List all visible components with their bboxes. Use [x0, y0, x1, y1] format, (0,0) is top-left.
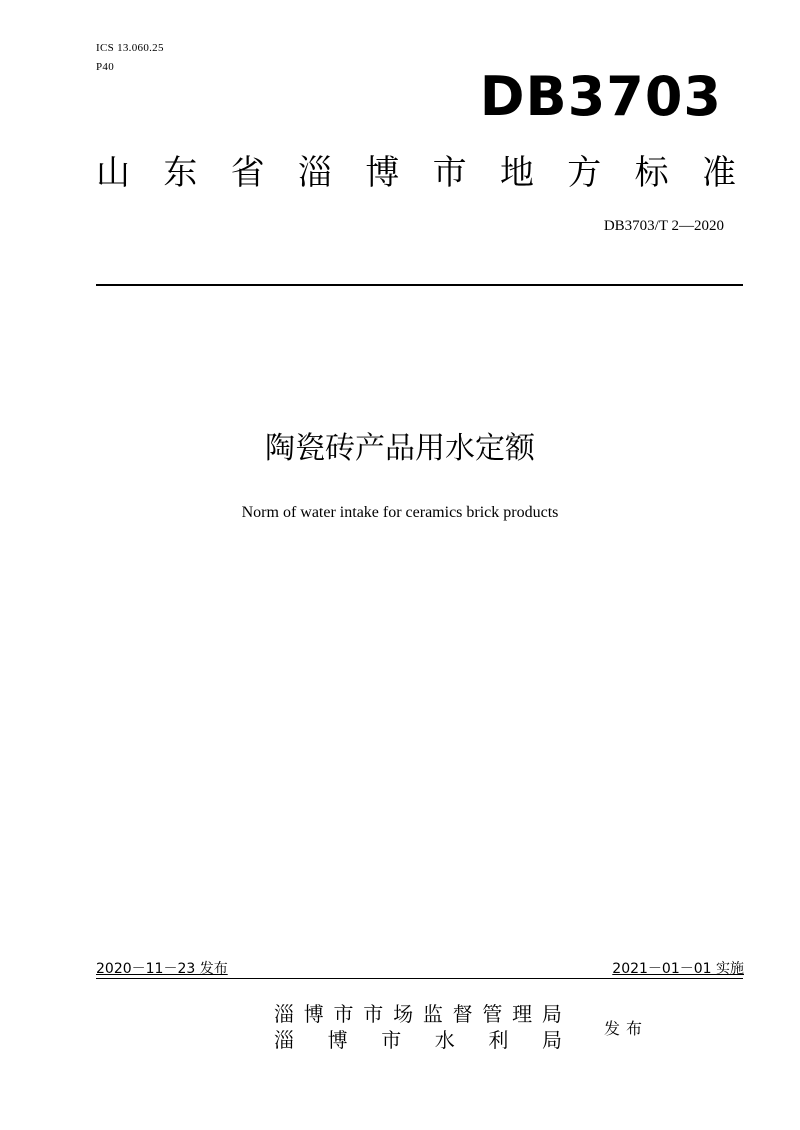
issuer-char: 监	[422, 1002, 443, 1026]
issuer-char: 局	[541, 1002, 562, 1026]
issuer-char: 淄	[274, 1002, 294, 1026]
standard-type-char: 标	[634, 153, 669, 193]
standard-type-char: 山	[96, 153, 130, 193]
standard-type-char: 方	[567, 153, 602, 193]
footer-divider	[96, 978, 743, 979]
issue-date: 2020－11－23 发布	[96, 961, 228, 977]
issuer-char: 市	[363, 1002, 384, 1026]
document-title-english: Norm of water intake for ceramics brick products	[241, 504, 559, 521]
standard-code: DB3703	[479, 65, 722, 128]
issuer-char: 督	[452, 1002, 473, 1026]
issuer-char: 博	[327, 1028, 348, 1052]
issuer-char: 理	[512, 1002, 533, 1026]
issuer-char: 场	[393, 1002, 414, 1026]
issuer-char: 管	[482, 1002, 503, 1026]
standard-type	[96, 153, 736, 193]
issuer-char: 博	[303, 1002, 324, 1026]
standard-type-char: 淄	[297, 153, 332, 193]
publish-label: 发布	[604, 1019, 649, 1038]
ics-code: ICS 13.060.25	[96, 42, 164, 54]
p-code: P40	[96, 61, 115, 73]
header-divider	[96, 284, 743, 286]
issuer-char: 水	[434, 1028, 455, 1052]
standard-type-char: 省	[230, 153, 265, 193]
standard-number: DB3703/T 2—2020	[603, 218, 724, 234]
issuer-char: 市	[381, 1028, 402, 1052]
standard-type-char: 地	[499, 153, 534, 193]
standard-type-char: 东	[163, 153, 198, 193]
issuer-char: 利	[488, 1028, 509, 1052]
standard-type-char: 准	[701, 153, 736, 193]
standard-type-char: 市	[432, 153, 467, 193]
issuer-char: 局	[541, 1028, 562, 1052]
standard-type-char: 博	[365, 153, 400, 193]
issuer-water-resources	[274, 1030, 562, 1050]
issuer-char: 淄	[274, 1028, 294, 1052]
issuer-char: 市	[333, 1002, 354, 1026]
issuer-market-regulation	[274, 1004, 562, 1024]
document-title: 陶瓷砖产品用水定额	[265, 431, 535, 466]
implementation-date: 2021－01－01 实施	[612, 961, 744, 977]
